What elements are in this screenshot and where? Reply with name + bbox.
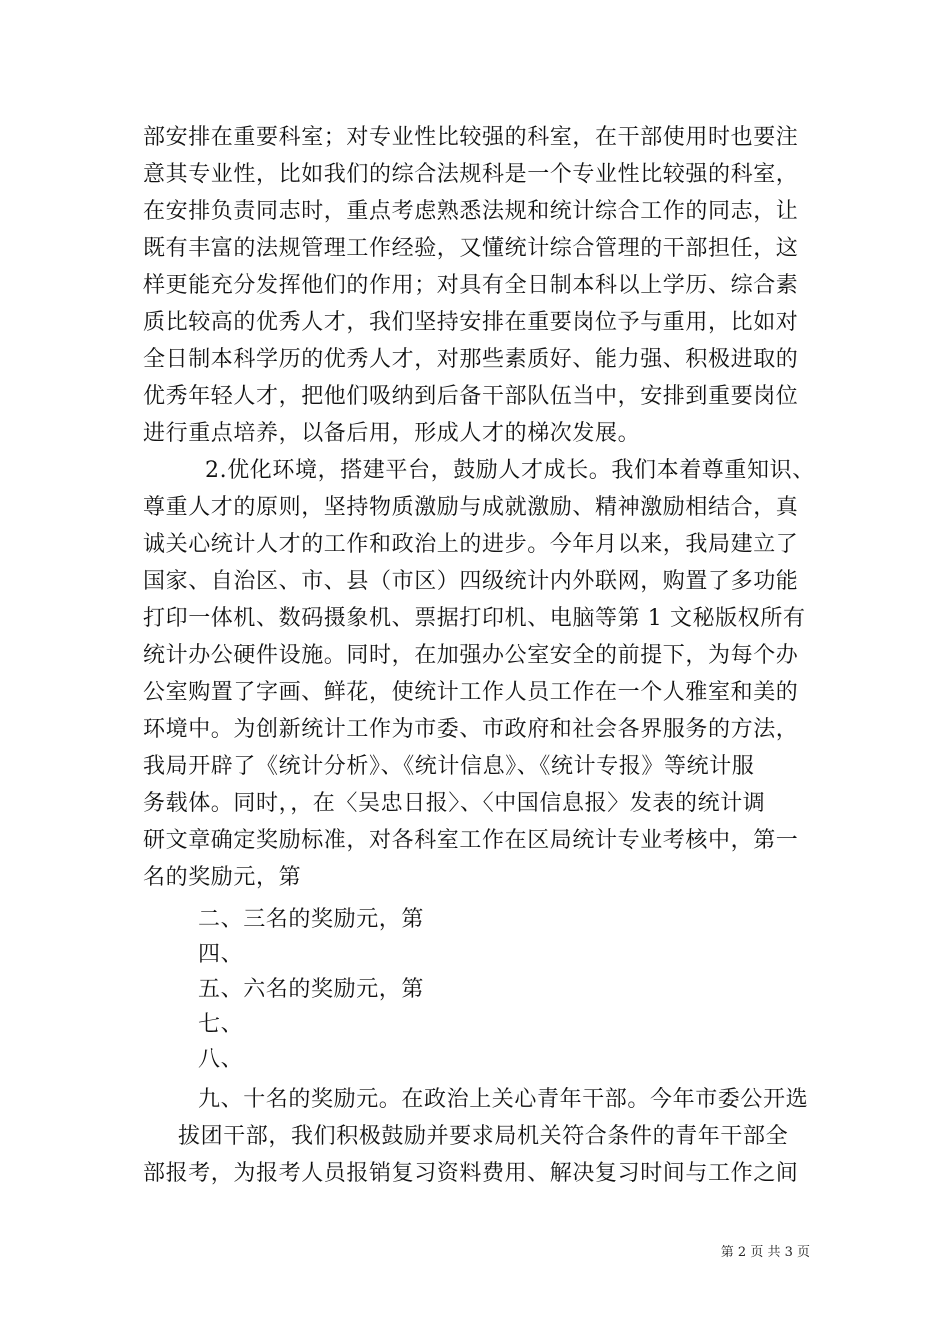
text-line: 意其专业性，比如我们的综合法规科是一个专业性比较强的科室， bbox=[143, 162, 799, 187]
text-line: 统计办公硬件设施。同时，在加强办公室安全的前提下，为每个办 bbox=[143, 643, 799, 668]
list-line: 九、十名的奖励元。在政治上关心青年干部。今年市委公开选 bbox=[198, 1087, 809, 1112]
text-line: 尊重人才的原则，坚持物质激励与成就激励、精神激励相结合，真 bbox=[143, 495, 799, 520]
list-line: 二、三名的奖励元，第 bbox=[198, 907, 425, 932]
text-line: 打印一体机、数码摄象机、票据打印机、电脑等第 1 文秘版权所有 bbox=[143, 606, 806, 631]
list-line: 八、 bbox=[198, 1047, 244, 1072]
text-line: 研文章确定奖励标准，对各科室工作在区局统计专业考核中，第一 bbox=[143, 828, 799, 853]
text-line: 拔团干部，我们积极鼓励并要求局机关符合条件的青年干部全 bbox=[178, 1124, 789, 1149]
text-line: 公室购置了字画、鲜花，使统计工作人员工作在一个人雅室和美的 bbox=[143, 680, 799, 705]
page-number-footer: 第 2 页 共 3 页 bbox=[720, 1245, 810, 1260]
text-line: 名的奖励元，第 bbox=[143, 865, 302, 890]
list-line: 七、 bbox=[198, 1012, 244, 1037]
text-line: 在安排负责同志时，重点考虑熟悉法规和统计综合工作的同志，让 bbox=[143, 199, 799, 224]
text-line: 优秀年轻人才，把他们吸纳到后备干部队伍当中，安排到重要岗位 bbox=[143, 384, 799, 409]
text-line: 进行重点培养，以备后用，形成人才的梯次发展。 bbox=[143, 421, 641, 446]
text-line: 全日制本科学历的优秀人才，对那些素质好、能力强、积极进取的 bbox=[143, 347, 799, 372]
list-line: 四、 bbox=[198, 942, 244, 967]
list-line: 五、六名的奖励元，第 bbox=[198, 977, 425, 1002]
text-line: 我局开辟了《统计分析》、《统计信息》、《统计专报》等统计服 bbox=[143, 754, 755, 779]
text-line: 环境中。为创新统计工作为市委、市政府和社会各界服务的方法， bbox=[143, 717, 799, 742]
paragraph-start-line: 2.优化环境，搭建平台，鼓励人才成长。我们本着尊重知识、 bbox=[205, 458, 815, 483]
text-line: 质比较高的优秀人才，我们坚持安排在重要岗位予与重用，比如对 bbox=[143, 310, 799, 335]
text-line: 部安排在重要科室；对专业性比较强的科室，在干部使用时也要注 bbox=[143, 125, 799, 150]
text-line: 样更能充分发挥他们的作用；对具有全日制本科以上学历、综合素 bbox=[143, 273, 799, 298]
text-line: 务载体。同时，，在〈吴忠日报〉、〈中国信息报〉发表的统计调 bbox=[143, 791, 766, 816]
text-line: 诚关心统计人才的工作和政治上的进步。今年月以来，我局建立了 bbox=[143, 532, 799, 557]
text-line: 部报考，为报考人员报销复习资料费用、解决复习时间与工作之间 bbox=[143, 1161, 799, 1186]
text-line: 既有丰富的法规管理工作经验，又懂统计综合管理的干部担任，这 bbox=[143, 236, 799, 261]
text-line: 国家、自治区、市、县（市区）四级统计内外联网，购置了多功能 bbox=[143, 569, 799, 594]
